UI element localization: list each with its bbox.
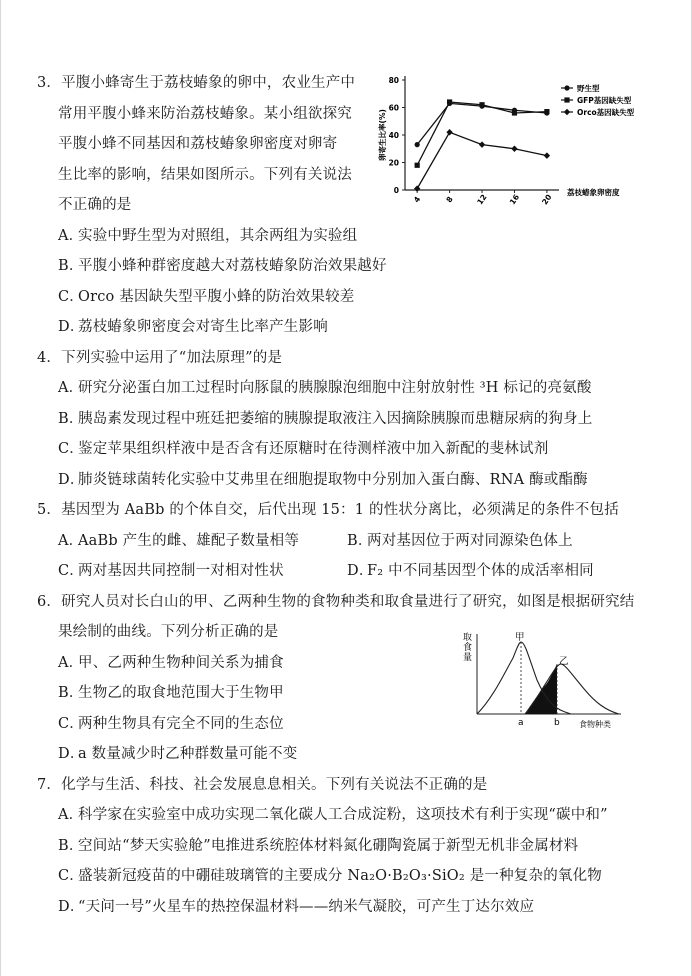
q3-y-tick-label: 80: [388, 76, 399, 85]
q3-y-tick-label: 20: [388, 158, 399, 168]
option-label: B．: [58, 258, 84, 274]
q3-y-tick-label: 0: [393, 186, 399, 195]
option-text: 空间站“梦天实验舱”电推进系统腔体材料氮化硼陶瓷属于新型无机非金属材料: [78, 838, 579, 854]
q5-option-b[interactable]: [347, 534, 573, 549]
option-text: 胰岛素发现过程中班廷把萎缩的胰腺提取液注入因摘除胰腺而患糖尿病的狗身上: [78, 411, 593, 427]
q3-point: [447, 99, 452, 104]
q7-option-b[interactable]: [58, 839, 578, 854]
q3-point: [415, 163, 420, 168]
option-label: D．: [347, 563, 374, 579]
q5-option-a[interactable]: [58, 534, 299, 549]
q5-option-c[interactable]: [58, 564, 284, 579]
option-label: B．: [58, 411, 84, 427]
q3-stem-line-4: 生比率的影响，结果如图所示。下列有关说法: [58, 167, 352, 183]
option-label: C．: [58, 716, 84, 732]
q3-point: [479, 141, 485, 147]
option-text: 甲、乙两种生物种间关系为捕食: [78, 655, 284, 671]
q6-stem-line-1: 6．研究人员对长白山的甲、乙两种生物的食物种类和取食量进行了研究，如图是根据研究结: [37, 594, 635, 610]
q3-y-tick-label: 60: [388, 103, 399, 113]
option-text: 盛装新冠疫苗的中硼硅玻璃管的主要成分 Na₂O·B₂O₃·SiO₂ 是一种复杂的氧化物: [78, 868, 603, 884]
option-label: A．: [58, 807, 84, 823]
q3-legend-label: GFP基因缺失型: [577, 96, 632, 105]
q3-series-line: [417, 103, 547, 144]
q3-stem-line-5: 不正确的是: [58, 197, 132, 213]
q3-point: [564, 109, 570, 115]
option-text: 两对基因共同控制一对相对性状: [78, 563, 284, 579]
q5-option-d[interactable]: [347, 564, 594, 579]
q3-y-axis-label: 卵寄生比率(%): [378, 109, 387, 161]
q3-point: [512, 110, 517, 115]
q7-option-d[interactable]: [58, 900, 534, 915]
option-text: “天问一号”火星车的热控保温材料——纳米气凝胶，可产生丁达尔效应: [78, 899, 535, 915]
option-text: 肺炎链球菌转化实验中艾弗里在细胞提取物中分别加入蛋白酶、RNA 酶或酯酶: [78, 472, 588, 488]
option-label: C．: [58, 289, 84, 305]
q3-point: [479, 102, 484, 107]
q3-x-axis-label: 荔枝蝽象卵密度: [567, 188, 620, 197]
option-label: D．: [58, 472, 85, 488]
option-label: D．: [58, 319, 85, 335]
q3-option-b[interactable]: [58, 259, 387, 274]
q3-stem-line-3: 平腹小蜂不同基因和荔枝蝽象卵密度对卵寄: [58, 136, 338, 152]
q5-stem: 5．基因型为 AaBb 的个体自交，后代出现 15：1 的性状分离比，必须满足的条件不包括: [37, 502, 619, 518]
option-label: A．: [58, 655, 84, 671]
option-text: 鉴定苹果组织样液中是否含有还原糖时在待测样液中加入新配的斐林试剂: [78, 441, 549, 457]
q3-point: [544, 152, 550, 158]
option-label: A．: [58, 533, 84, 549]
q4-option-b[interactable]: [58, 412, 593, 427]
option-text: F₂ 中不同基因型个体的成活率相同: [367, 563, 594, 579]
q3-x-tick-label: 8: [444, 194, 455, 205]
q6-ylabel: 取 食 量: [463, 633, 473, 663]
q6-option-d[interactable]: [58, 747, 297, 762]
q7-option-a[interactable]: [58, 808, 608, 823]
option-label: B．: [58, 685, 84, 701]
option-text: a 数量减少时乙种群数量可能不变: [78, 746, 298, 762]
q4-option-a[interactable]: [58, 381, 592, 396]
q6-label-yi: 乙: [559, 656, 569, 667]
q6-mark-b: b: [554, 718, 560, 728]
q3-legend-label: 野生型: [577, 84, 600, 93]
option-text: AaBb 产生的雌、雄配子数量相等: [78, 533, 300, 549]
q3-x-tick-label: 12: [475, 192, 489, 207]
q3-series-line: [417, 132, 547, 188]
q3-x-tick-label: 4: [411, 194, 423, 205]
option-label: A．: [58, 380, 84, 396]
q3-point: [564, 85, 569, 90]
q6-niche-chart: [453, 628, 629, 732]
option-text: 实验中野生型为对照组，其余两组为实验组: [78, 228, 358, 244]
option-label: B．: [58, 838, 84, 854]
q3-point: [544, 109, 549, 114]
option-label: D．: [58, 746, 85, 762]
q6-stem-line-2: 果绘制的曲线。下列分析正确的是: [58, 624, 279, 640]
option-text: 生物乙的取食地范围大于生物甲: [78, 685, 284, 701]
q3-x-tick-label: 20: [540, 192, 554, 207]
q7-stem: 7．化学与生活、科技、社会发展息息相关。下列有关说法不正确的是: [37, 777, 488, 793]
option-text: 研究分泌蛋白加工过程时向豚鼠的胰腺腺泡细胞中注射放射性 ³H 标记的亮氨酸: [78, 380, 592, 396]
q6-option-c[interactable]: [58, 717, 284, 732]
q3-option-c[interactable]: [58, 290, 354, 305]
option-text: 荔枝蝽象卵密度会对寄生比率产生影响: [78, 319, 328, 335]
q6-xlabel: 食物种类: [579, 720, 611, 729]
q6-label-jia: 甲: [515, 632, 525, 643]
q3-point: [414, 185, 420, 191]
q4-option-c[interactable]: [58, 442, 548, 457]
q3-stem-line-1: 3．平腹小蜂寄生于荔枝蝽象的卵中，农业生产中: [37, 75, 356, 91]
q6-mark-a: a: [518, 718, 524, 728]
q3-x-tick-label: 16: [507, 192, 522, 207]
q7-option-c[interactable]: [58, 869, 602, 884]
q6-option-b[interactable]: [58, 686, 284, 701]
q3-point: [415, 142, 420, 147]
q4-option-d[interactable]: [58, 473, 588, 488]
option-label: A．: [58, 228, 84, 244]
option-label: C．: [58, 563, 84, 579]
q6-option-a[interactable]: [58, 656, 284, 671]
q3-point: [564, 97, 569, 102]
q3-option-d[interactable]: [58, 320, 328, 335]
q3-legend-label: Orco基因缺失型: [577, 108, 635, 117]
q3-y-tick-label: 40: [388, 131, 399, 140]
q3-point: [446, 129, 452, 135]
option-text: 两种生物具有完全不同的生态位: [78, 716, 284, 732]
q3-option-a[interactable]: [58, 229, 357, 244]
option-label: D．: [58, 899, 85, 915]
q3-stem-line-2: 常用平腹小蜂来防治荔枝蝽象。某小组欲探究: [58, 106, 352, 122]
option-label: C．: [58, 868, 84, 884]
option-text: Orco 基因缺失型平腹小蜂的防治效果较差: [78, 289, 355, 305]
option-text: 两对基因位于两对同源染色体上: [367, 533, 573, 549]
q4-stem: 4．下列实验中运用了“加法原理”的是: [37, 350, 283, 366]
q3-line-chart: [367, 68, 667, 218]
option-text: 科学家在实验室中成功实现二氧化碳人工合成淀粉，这项技术有利于实现“碳中和”: [78, 807, 608, 823]
q3-point: [511, 146, 517, 152]
option-label: B．: [347, 533, 373, 549]
option-label: C．: [58, 441, 84, 457]
option-text: 平腹小蜂种群密度越大对荔枝蝽象防治效果越好: [78, 258, 387, 274]
